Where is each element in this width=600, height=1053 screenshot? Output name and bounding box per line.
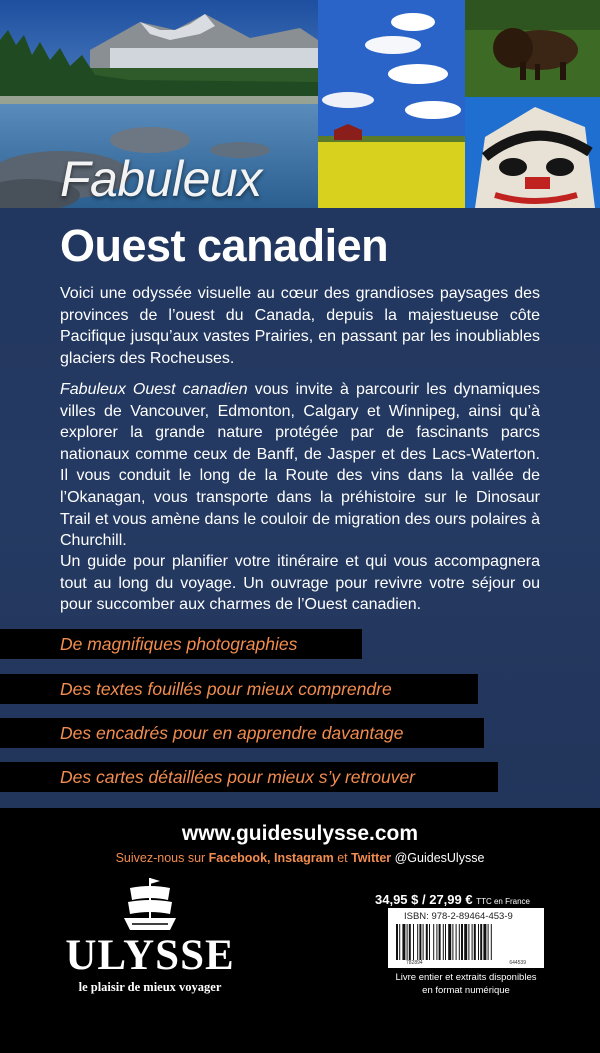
digital-availability [376,972,556,997]
barcode-box [388,908,544,968]
logo-tagline: le plaisir de mieux voyager [78,980,222,994]
barcode-bar [423,924,424,960]
social-twitter: Twitter [351,851,392,865]
ship-icon [120,876,180,934]
barcode-bar [474,924,476,960]
barcode-bar [480,924,482,960]
barcode-bar [439,924,441,960]
title-line-fabuleux: Fabuleux [60,151,262,207]
guide-paragraph: Un guide pour planifier votre itinéraire et qui vous accompagnera tout au long du voyage. Un ouvrage pour revivre votre séjour ou pour succomber aux charmes de l’Ouest canadien. [60,553,540,614]
barcode-bar [456,924,457,960]
digital-line-1: Livre entier et extraits disponibles [395,972,537,983]
barcode-bar [417,924,418,960]
feature-banner-maps: Des cartes détaillées pour mieux s’y retrouver [0,762,498,792]
barcode-bar [459,924,460,960]
barcode-bar [396,924,398,960]
book-title-emphasis: Fabuleux Ouest canadien [60,381,248,398]
feature-banner-sidebars: Des encadrés pour en apprendre davantage [0,718,484,748]
barcode-bar [409,924,411,960]
canola-field-photo [318,0,465,208]
feature-banner-photos: De magnifiques photographies [0,629,362,659]
website-link[interactable]: www.guidesulysse.com [181,822,419,845]
barcode-bar [413,924,414,960]
social-line [0,851,600,865]
barcode-bar [478,924,479,960]
barcode-bar [468,924,469,960]
barcode-bar [483,924,486,960]
feature-banner-texts: Des textes fouillés pour mieux comprendre [0,674,478,704]
isbn-text: ISBN: 978-2-89464-453-9 [404,911,513,922]
barcode-bar [436,924,437,960]
barcode-bar [426,924,428,960]
barcode-bar [461,924,463,960]
barcode-bar [443,924,444,960]
barcode-bar [472,924,473,960]
logo-wordmark: ULYSSE [65,932,235,979]
ulysse-logo [58,876,242,1001]
barcode-bar [448,924,451,960]
barcode-bar [445,924,446,960]
social-prefix: Suivez-nous sur [115,851,209,865]
details-paragraph [60,379,540,552]
barcode-graphic [394,924,538,960]
barcode-bar [491,924,492,960]
price-note: TTC en France [476,897,530,906]
barcode-bar [399,924,400,960]
social-networks: Facebook, Instagram [208,851,334,865]
price-value: 34,95 $ / 27,99 € [375,892,477,907]
barcode-bar [452,924,453,960]
title-line-ouest-canadien: Ouest canadien [60,220,389,271]
details-text: vous invite à parcourir les dynamiques villes de Vancouver, Edmonton, Calgary et Winnipeg, ainsi qu’à explorer la grande nature protégée par de fascinants parcs nationaux comme ceux de Banff, de Jasper et des Lacs-Waterton. Il vous conduit le long de la Route des vins dans la vallée de l’Okanagan, vous transporte dans la préhistoire sur le Dinosaur Trail et vous amène dans le couloir de migration des ours polaires à Churchill. [60,381,541,550]
barcode-bar [464,924,467,960]
barcode-digits-right: 644539 [509,960,526,966]
barcode-bar [488,924,489,960]
bison-photo [465,0,600,97]
digital-line-2: en format numérique [422,984,510,996]
social-and: et [333,851,352,865]
intro-paragraph: Voici une odyssée visuelle au cœur des grandioses paysages des provinces de l’ouest du Canada, depuis la majestueuse côte Pacifique jusqu’aux vastes Prairies, en passant par les inoubliables glaciers des Rocheuses. [60,285,540,367]
barcode-bar [407,924,408,960]
social-handle: @GuidesUlysse [391,851,485,865]
barcode-bar [402,924,405,960]
barcode-digits [394,960,538,966]
barcode-bar [419,924,421,960]
barcode-digits-left: 782894 [406,960,423,966]
barcode-bar [433,924,434,960]
barcode-bar [429,924,430,960]
price-label [375,892,530,907]
totem-pole-photo [465,97,600,208]
